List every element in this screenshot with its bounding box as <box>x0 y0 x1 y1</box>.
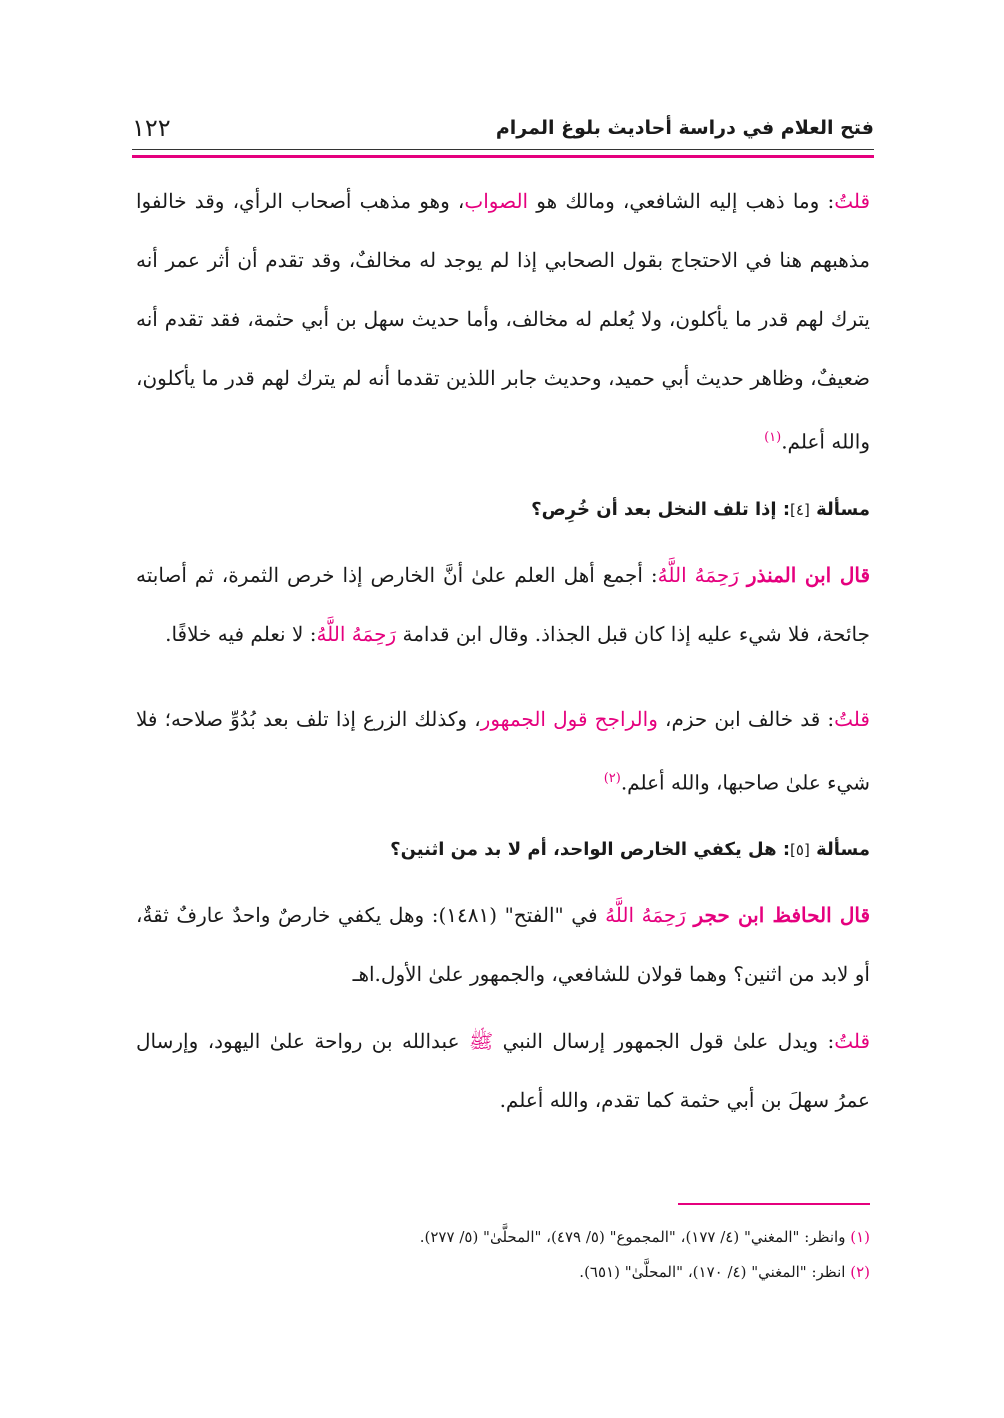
paragraph-5-text-a: : ويدل علىٰ قول الجمهور إرسال النبي <box>493 1029 835 1054</box>
honorific-glyph-2: رَحِمَهُ اللَّهُ <box>316 621 397 646</box>
highlight-rajih: والراجح قول الجمهور <box>480 706 658 731</box>
footnote-ref-2[interactable]: (٢) <box>603 770 621 786</box>
spacer <box>136 812 870 830</box>
footnote-text-2: انظر: "المغني" (٤/ ١٧٠)، "المحلَّىٰ" (٦٥١). <box>579 1263 851 1281</box>
issue-5-number: [٥] <box>790 841 810 860</box>
salutation-glyph: ﷺ <box>468 1029 494 1054</box>
honorific-glyph: رَحِمَهُ اللَّهُ <box>605 903 694 928</box>
footnotes <box>136 1220 870 1290</box>
issue-5-title: : هل يكفي الخارص الواحد، أم لا بد من اثنين؟ <box>390 839 791 861</box>
header-rule-thin <box>132 149 874 150</box>
paragraph-4-text: في "الفتح" (١٤٨١): وهل يكفي خارصٌ واحدٌ عارفٌ ثقةٌ، أو لابد من اثنين؟ وهما قولان للشافعي، والجمهور علىٰ الأول.اهـ <box>136 903 870 987</box>
paragraph-5-text-b: عبدالله بن رواحة علىٰ اليهود، وإرسال عمرُ سهلَ بن أبي حثمة كما تقدم، والله أعلم. <box>136 1029 870 1113</box>
spacer <box>136 664 870 690</box>
speaker-ibn-hajar: قال الحافظ ابن حجر <box>693 903 871 928</box>
footnote-2 <box>136 1255 870 1290</box>
honorific-glyph: رَحِمَهُ اللَّهُ <box>657 562 747 587</box>
page-number: ١٢٢ <box>132 114 171 142</box>
footnote-mark-2: (٢) <box>850 1263 870 1281</box>
footnote-text-1: وانظر: "المغني" (٤/ ١٧٧)، "المجموع" (٥/ ٤٧٩)، "المحلَّىٰ" (٥/ ٢٧٧). <box>419 1228 851 1246</box>
highlight-sawab: الصواب <box>464 189 529 213</box>
header-rule-thick <box>132 155 874 158</box>
issue-4-heading <box>136 490 870 530</box>
main-text <box>136 172 870 1130</box>
paragraph-1-text-b: ، وهو مذهب أصحاب الرأي، وقد خالفوا مذهبهم هنا في الاحتجاج بقول الصحابي إذا لم يوجد له مخالفٌ، وقد تقدم أن أثر عمر أنه يترك لهم قدر ما يأكلون، ولا يُعلم له مخالف، وأما حديث سهل بن أبي حثمة، فقد تقدم أنه ضعيفٌ، وظاهر حديث أبي حميد، وحديث جابر اللذين تقدما أنه لم يترك لهم قدر ما يأكلون، والله أعلم. <box>136 189 870 454</box>
paragraph-2-text-b: : لا نعلم فيه خلافًا. <box>165 621 317 646</box>
paragraph-2-text-a: : أجمع أهل العلم علىٰ أنَّ الخارص إذا خرص الثمرة، ثم أصابته جائحة، فلا شيء عليه إذا كان قبل الجذاذ. وقال ابن قدامة <box>136 562 870 646</box>
qultu-label: قلتُ <box>834 706 870 731</box>
issue-5-heading <box>136 830 870 870</box>
footnote-separator <box>678 1203 870 1205</box>
paragraph-2 <box>136 546 870 664</box>
paragraph-1 <box>136 172 870 472</box>
paragraph-1-text-a: : وما ذهب إليه الشافعي، ومالك هو <box>528 189 835 213</box>
paragraph-3-text-a: : قد خالف ابن حزم، <box>657 706 835 731</box>
paragraph-5 <box>136 1012 870 1130</box>
spacer <box>136 530 870 546</box>
running-title: فتح العلام في دراسة أحاديث بلوغ المرام <box>495 117 874 139</box>
speaker-ibn-mundhir: قال ابن المنذر <box>746 562 870 587</box>
qultu-label: قلتُ <box>834 189 871 213</box>
qultu-label: قلتُ <box>834 1029 871 1054</box>
paragraph-3 <box>136 690 870 813</box>
spacer <box>136 1004 870 1012</box>
footnote-ref-1[interactable]: (١) <box>764 430 782 445</box>
paragraph-3-text-b: ، وكذلك الزرع إذا تلف بعد بُدُوِّ صلاحه؛ فلا شيء علىٰ صاحبها، والله أعلم. <box>136 706 870 795</box>
issue-5-prefix: مسألة <box>809 839 870 861</box>
page-header <box>132 110 874 146</box>
issue-4-prefix: مسألة <box>809 498 870 520</box>
issue-4-number: [٤] <box>790 500 810 519</box>
paragraph-4 <box>136 886 870 1004</box>
footnote-mark-1: (١) <box>850 1228 870 1246</box>
issue-4-title: : إذا تلف النخل بعد أن خُرِص؟ <box>531 498 791 520</box>
spacer <box>136 870 870 886</box>
footnote-1 <box>136 1220 870 1255</box>
spacer <box>136 472 870 490</box>
